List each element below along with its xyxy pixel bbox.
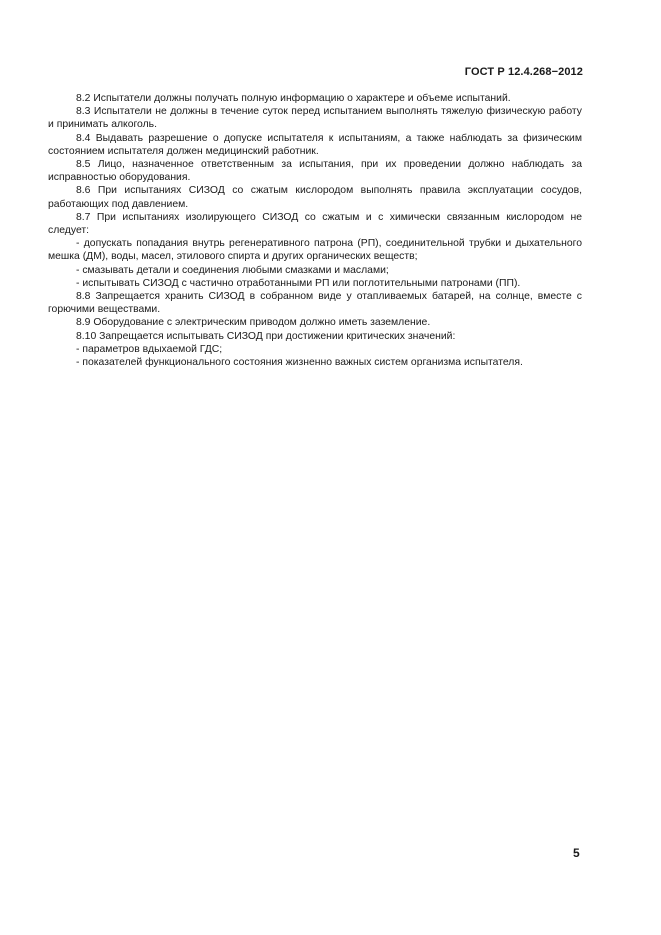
paragraph-8-2: 8.2 Испытатели должны получать полную информацию о характере и объеме испытаний. [76,93,511,104]
list-item: - параметров вдыхаемой ГДС; [76,343,223,355]
paragraph-8-4: 8.4 Выдавать разрешение о допуске испытателя к испытаниям, а также наблюдать за физическим состоянием испытателя должен медицинский работник. [48,132,582,157]
document-code-header: ГОСТ Р 12.4.268−2012 [464,66,583,78]
paragraph-8-7: 8.7 При испытаниях изолирующего СИЗОД со сжатым и с химически связанным кислородом не следует: [48,211,582,237]
list-item: - показателей функционального состояния жизненно важных систем организма испытателя. [76,357,523,369]
paragraph-8-6: 8.6 При испытаниях СИЗОД со сжатым кислородом выполнять правила эксплуатации сосудов, работающих под давлением. [48,185,582,210]
paragraph-8-8: 8.8 Запрещается хранить СИЗОД в собранном виде у отапливаемых батарей, на солнце, вместе с горючими веществами. [48,291,582,316]
document-body [48,92,582,369]
paragraph-8-5: 8.5 Лицо, назначенное ответственным за испытания, при их проведении должно наблюдать за исправностью оборудования. [48,159,582,184]
paragraph-8-10: 8.10 Запрещается испытывать СИЗОД при достижении критических значений: [76,330,456,342]
list-item: - допускать попадания внутрь регенеративного патрона (РП), соединительной трубки и дыхательного мешка (ДМ), воды, масел, этилового спирта и других органических веществ; [48,238,582,263]
list-item: - смазывать детали и соединения любыми смазками и маслами; [76,264,389,276]
paragraph-8-3: 8.3 Испытатели не должны в течение суток перед испытанием выполнять тяжелую физическую работу и принимать алкоголь. [48,106,582,131]
paragraph-8-9: 8.9 Оборудование с электрическим приводом должно иметь заземление. [76,317,431,329]
list-item: - испытывать СИЗОД с частично отработанными РП или поглотительными патронами (ПП). [76,277,521,289]
page-number: 5 [573,846,580,860]
